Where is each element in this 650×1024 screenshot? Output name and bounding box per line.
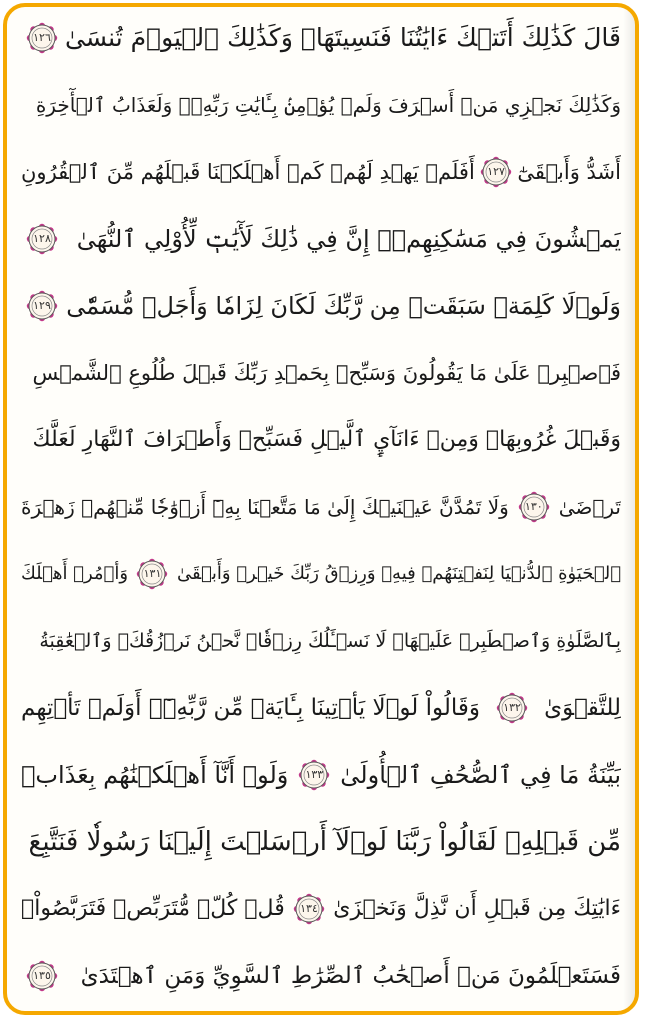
text-line: [21, 344, 621, 402]
text-line: [21, 612, 621, 670]
ayah-number: ١٣٥: [33, 969, 51, 982]
verse-text: مِّن قَبۡلِهِۦ لَقَالُواْ رَبَّنَا لَوۡلَآ أَرۡسَلۡتَ إِلَيۡنَا رَسُولٗا فَنَتَّبِعَ: [28, 827, 621, 857]
verse-text: يَمۡشُونَ فِي مَسَٰكِنِهِمۡۚ إِنَّ فِي ذَٰلِكَ لَأٓيَٰتٖ لِّأُوْلِي ٱلنُّهَىٰ: [76, 225, 621, 253]
ayah-number-marker: [25, 289, 59, 323]
page-edge-shadow: [623, 7, 635, 1011]
ayah-number: ١٣٠: [524, 500, 543, 513]
verse-text: أَشَدُّ وَأَبۡقَىٰٓ: [517, 160, 621, 184]
text-line: [21, 880, 621, 938]
verse-text: بَيِّنَةُ مَا فِي ٱلصُّحُفِ ٱلۡأُولَىٰ: [340, 761, 621, 789]
text-line: [21, 411, 621, 469]
verse-text: وَقَبۡلَ غُرُوبِهَاۖ وَمِنۡ ءَانَآيِٕ ٱلَّيۡلِ فَسَبِّحۡ وَأَطۡرَافَ ٱلنَّهَارِ لَعَلَّكَ: [32, 427, 621, 452]
text-line: [21, 545, 621, 603]
verse-text: وَكَذَٰلِكَ نَجۡزِي مَنۡ أَسۡرَفَ وَلَمۡ يُؤۡمِنۢ بِـَٔايَٰتِ رَبِّهِۦۚ وَلَعَذَابُ ٱلۡأٓخِرَةِ: [35, 93, 621, 117]
text-line: [21, 478, 621, 536]
text-line: [21, 210, 621, 268]
mushaf-page-frame: [3, 3, 639, 1015]
ayah-number-marker: [25, 222, 59, 256]
ayah-number-marker: [25, 959, 59, 993]
ayah-number-marker: [517, 490, 551, 524]
ayah-number: ١٣٣: [305, 768, 324, 781]
text-line: [21, 746, 621, 804]
verse-text: وَلَوۡ أَنَّآ أَهۡلَكۡنَٰهُم بِعَذَابٖ: [21, 761, 289, 789]
text-line: [21, 76, 621, 134]
ayah-number: ١٣١: [143, 567, 162, 580]
verse-text: وَقَالُواْ لَوۡلَا يَأۡتِينَا بِـَٔايَةٖ مِّن رَّبِّهِۦٓۚ أَوَلَمۡ تَأۡتِهِم: [21, 695, 480, 721]
ayah-number-marker: [292, 892, 326, 926]
verse-text: بِٱلصَّلَوٰةِ وَٱصۡطَبِرۡ عَلَيۡهَاۖ لَا نَسۡـَٔلُكَ رِزۡقٗاۖ نَّحۡنُ نَرۡزُقُكَۗ وَٱلۡعَٰقِبَةُ: [39, 630, 621, 652]
text-line: [21, 143, 621, 201]
text-line: [21, 9, 621, 67]
verse-text: تَرۡضَىٰ: [558, 495, 621, 519]
ayah-number-marker: [25, 21, 59, 55]
ayah-number: ١٢٩: [33, 299, 51, 312]
verse-text: ٱلۡحَيَوٰةِ ٱلدُّنۡيَا لِنَفۡتِنَهُمۡ فِيهِۚ وَرِزۡقُ رَبِّكَ خَيۡرٞ وَأَبۡقَىٰ: [176, 563, 621, 584]
verse-text: فَسَتَعۡلَمُونَ مَنۡ أَصۡحَٰبُ ٱلصِّرَٰطِ ٱلسَّوِيِّ وَمَنِ ٱهۡتَدَىٰ: [80, 963, 621, 989]
ayah-number-marker: [297, 758, 331, 792]
verse-text: قُلۡ كُلّٞ مُّتَرَبِّصٞ فَتَرَبَّصُواْۖ: [21, 896, 285, 921]
verse-text: لِلتَّقۡوَىٰ: [544, 695, 621, 721]
ayah-number-marker: [135, 557, 169, 591]
verse-text: وَأۡمُرۡ أَهۡلَكَ: [21, 563, 129, 584]
text-line: [21, 679, 621, 737]
ayah-number: ١٣٤: [300, 902, 318, 915]
ayah-number-marker: [479, 155, 513, 189]
verse-text: أَفَلَمۡ يَهۡدِ لَهُمۡ كَمۡ أَهۡلَكۡنَا قَبۡلَهُم مِّنَ ٱلۡقُرُونِ: [21, 160, 475, 184]
ayah-number: ١٢٨: [33, 232, 51, 245]
verse-text: وَلَا تَمُدَّنَّ عَيۡنَيۡكَ إِلَىٰ مَا مَتَّعۡنَا بِهِۦٓ أَزۡوَٰجٗا مِّنۡهُمۡ زَهۡرَةَ: [21, 495, 509, 519]
text-line: [21, 277, 621, 335]
text-line: [21, 947, 621, 1005]
verse-text: وَلَوۡلَا كَلِمَةٞ سَبَقَتۡ مِن رَّبِّكَ لَكَانَ لِزَامٗا وَأَجَلٞ مُّسَمّٗى: [66, 292, 621, 320]
verse-text: قَالَ كَذَٰلِكَ أَتَتۡكَ ءَايَٰتُنَا فَنَسِيتَهَاۖ وَكَذَٰلِكَ ٱلۡيَوۡمَ تُنسَىٰ: [65, 23, 621, 52]
verse-text: ءَايَٰتِكَ مِن قَبۡلِ أَن نَّذِلَّ وَنَخۡزَىٰ: [333, 896, 621, 921]
quran-page-text: [21, 9, 621, 1005]
ayah-number: ١٣٢: [503, 701, 521, 714]
ayah-number: ١٢٧: [487, 165, 505, 178]
text-line: [21, 813, 621, 871]
ayah-number-marker: [495, 691, 529, 725]
verse-text: فَٱصۡبِرۡ عَلَىٰ مَا يَقُولُونَ وَسَبِّحۡ بِحَمۡدِ رَبِّكَ قَبۡلَ طُلُوعِ ٱلشَّمۡسِ: [32, 361, 621, 385]
ayah-number: ١٢٦: [33, 31, 51, 44]
